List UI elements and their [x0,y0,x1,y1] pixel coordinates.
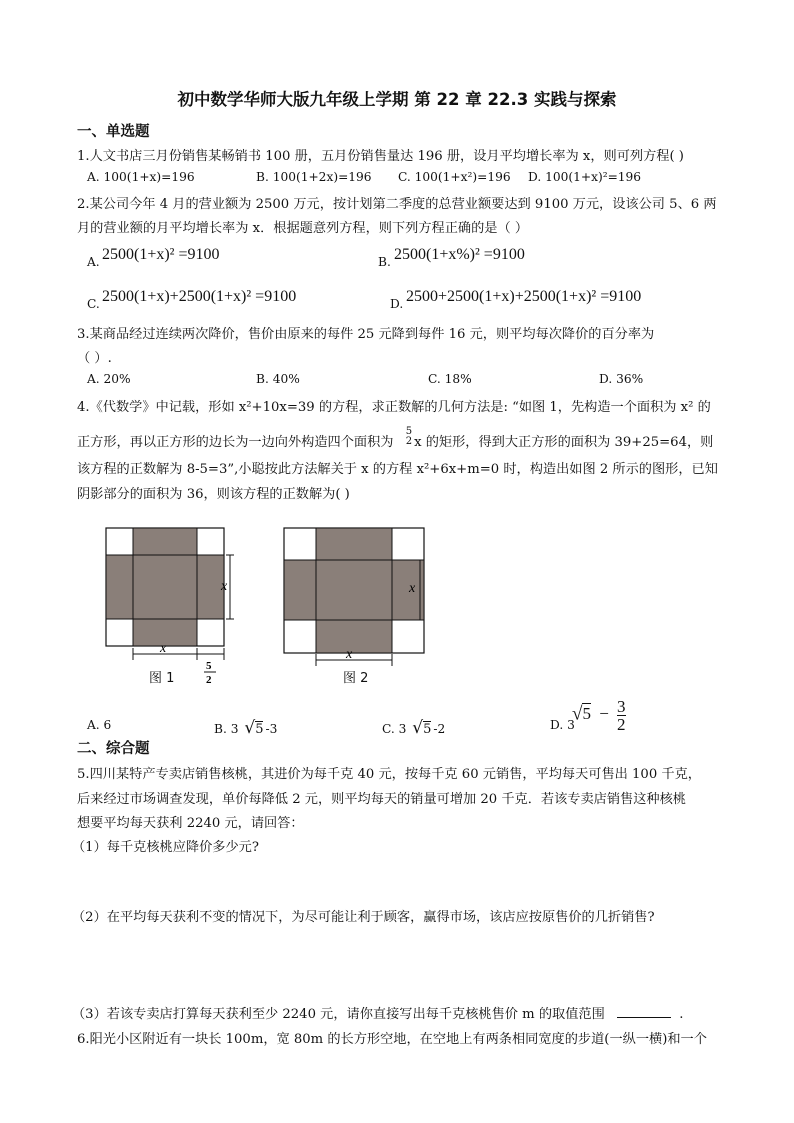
question-2-option-c-label: C. [87,297,100,311]
option-b-tail: -3 [265,722,278,736]
figure-1-horizontal-shaded [106,555,224,619]
question-5-part-3-period: . [679,1007,684,1022]
question-2-option-d-label: D. [390,297,404,311]
figure-1 [100,520,240,690]
question-5-part-3 [72,1003,683,1022]
figure-2 [278,520,428,690]
question-4-option-d-expression [572,698,626,733]
question-3-option-b: B. 40% [256,372,300,386]
question-5-part-2: （2）在平均每天获利不变的情况下，为尽可能让利于顾客，赢得市场，该店应按原售价的几折销售? [72,910,655,925]
figure-1-x-bottom: x [160,641,167,656]
figure-1-x-right: x [221,579,228,594]
question-5-part-3-text: （3）若该专卖店打算每天获利至少 2240 元，请你直接写出每千克核桃售价 m 的取值范围 [72,1007,605,1022]
question-2-line-1: 2.某公司今年 4 月的营业额为 2500 万元，按计划第二季度的总营业额要达到 9100 万元，设该公司 5、6 两 [77,197,717,212]
page-title: 初中数学华师大版九年级上学期 第 22 章 22.3 实践与探索 [177,90,617,109]
option-b-coefficient: B. 3 [214,722,239,736]
section-heading-single-choice: 一、单选题 [77,124,150,140]
question-3-option-a: A. 20% [87,372,131,386]
question-1-option-b: B. 100(1+2x)=196 [256,170,372,184]
option-b-radicand: 5 [255,722,264,737]
question-4-option-c [382,718,445,738]
question-5-part-1: （1）每千克核桃应降价多少元? [72,840,259,855]
fraction-five-halves [406,427,412,447]
option-c-coefficient: C. 3 [382,722,407,736]
figure-2-x-right: x [409,581,416,596]
question-1-stem: 1.人文书店三月份销售某畅销书 100 册，五月份销售量达 196 册，设月平均增长率为 x，则可列方程( ) [77,149,684,164]
option-d-fraction [617,698,626,733]
option-d-radicand: 5 [582,704,591,724]
question-4-line-2 [77,425,714,453]
question-5-line-2: 后来经过市场调查发现，单价每降低 2 元，则平均每天的销量可增加 20 千克．若该专卖店销售这种核桃 [77,792,686,807]
question-2-line-2: 月的营业额的月平均增长率为 x．根据题意列方程，则下列方程正确的是（ ） [77,221,529,236]
question-2-option-b-label: B. [378,255,391,269]
figure-1-caption: 图 1 [149,671,175,686]
figure-2-caption: 图 2 [343,671,369,686]
answer-blank[interactable] [617,1005,671,1018]
option-d-minus: − [599,704,609,724]
question-2-option-a-label: A. [87,255,100,269]
figure-2-x-bottom: x [346,647,353,662]
option-d-coefficient: D. 3 [550,718,575,732]
question-2-option-c: 2500(1+x)+2500(1+x)² =9100 [102,288,297,305]
question-3-line-1: 3.某商品经过连续两次降价，售价由原来的每件 25 元降到每件 16 元，则平均每次降价的百分率为 [77,327,655,342]
question-6-line-1: 6.阳光小区附近有一块长 100m，宽 80m 的长方形空地，在空地上有两条相同宽度的步道(一纵一横)和一个 [77,1032,707,1047]
sqrt-icon: √ [572,703,583,725]
question-1-option-d: D. 100(1+x)²=196 [528,170,642,184]
sqrt-icon: √ [412,718,424,738]
question-2-option-b: 2500(1+x%)² =9100 [394,246,525,263]
question-4-option-b [214,718,277,738]
question-4-line-2-start: 正方形，再以正方形的边长为一边向外构造四个面积为 [77,435,394,450]
question-4-line-1: 4.《代数学》中记载，形如 x²+10x=39 的方程，求正数解的几何方法是: “如图 1，先构造一个面积为 x² 的 [77,400,711,415]
question-3-line-2: （ ）. [77,351,112,366]
question-3-option-d: D. 36% [599,372,644,386]
figure-1-five: 5 [206,660,212,672]
section-heading-comprehensive: 二、综合题 [77,741,150,757]
option-c-radicand: 5 [423,722,432,737]
question-4-line-4: 阴影部分的面积为 36，则该方程的正数解为( ) [77,487,350,502]
figure-1-two: 2 [206,674,212,686]
question-2-option-d: 2500+2500(1+x)+2500(1+x)² =9100 [406,288,642,305]
option-d-denominator: 2 [617,715,626,734]
question-5-line-1: 5.四川某特产专卖店销售核桃，其进价为每千克 40 元，按每千克 60 元销售，平均每天可售出 100 千克， [77,767,701,782]
question-4-line-3: 该方程的正数解为 8-5=3”,小聪按此方法解关于 x 的方程 x²+6x+m=0 时，构造出如图 2 所示的图形，已知 [77,462,718,477]
option-d-numerator: 3 [617,697,626,716]
question-3-option-c: C. 18% [428,372,472,386]
figure-2-horizontal-shaded [284,560,424,620]
sqrt-icon: √ [244,718,256,738]
fraction-numerator: 5 [405,425,413,437]
question-1-option-c: C. 100(1+x²)=196 [398,170,511,184]
question-4-option-a: A. 6 [87,718,112,732]
question-4-line-2-end: x 的矩形，得到大正方形的面积为 39+25=64，则 [414,435,714,450]
question-1-option-a: A. 100(1+x)=196 [87,170,195,184]
question-2-option-a: 2500(1+x)² =9100 [102,246,220,263]
option-c-tail: -2 [433,722,446,736]
fraction-denominator: 2 [405,435,413,447]
question-5-line-3: 想要平均每天获利 2240 元，请回答： [77,816,304,831]
